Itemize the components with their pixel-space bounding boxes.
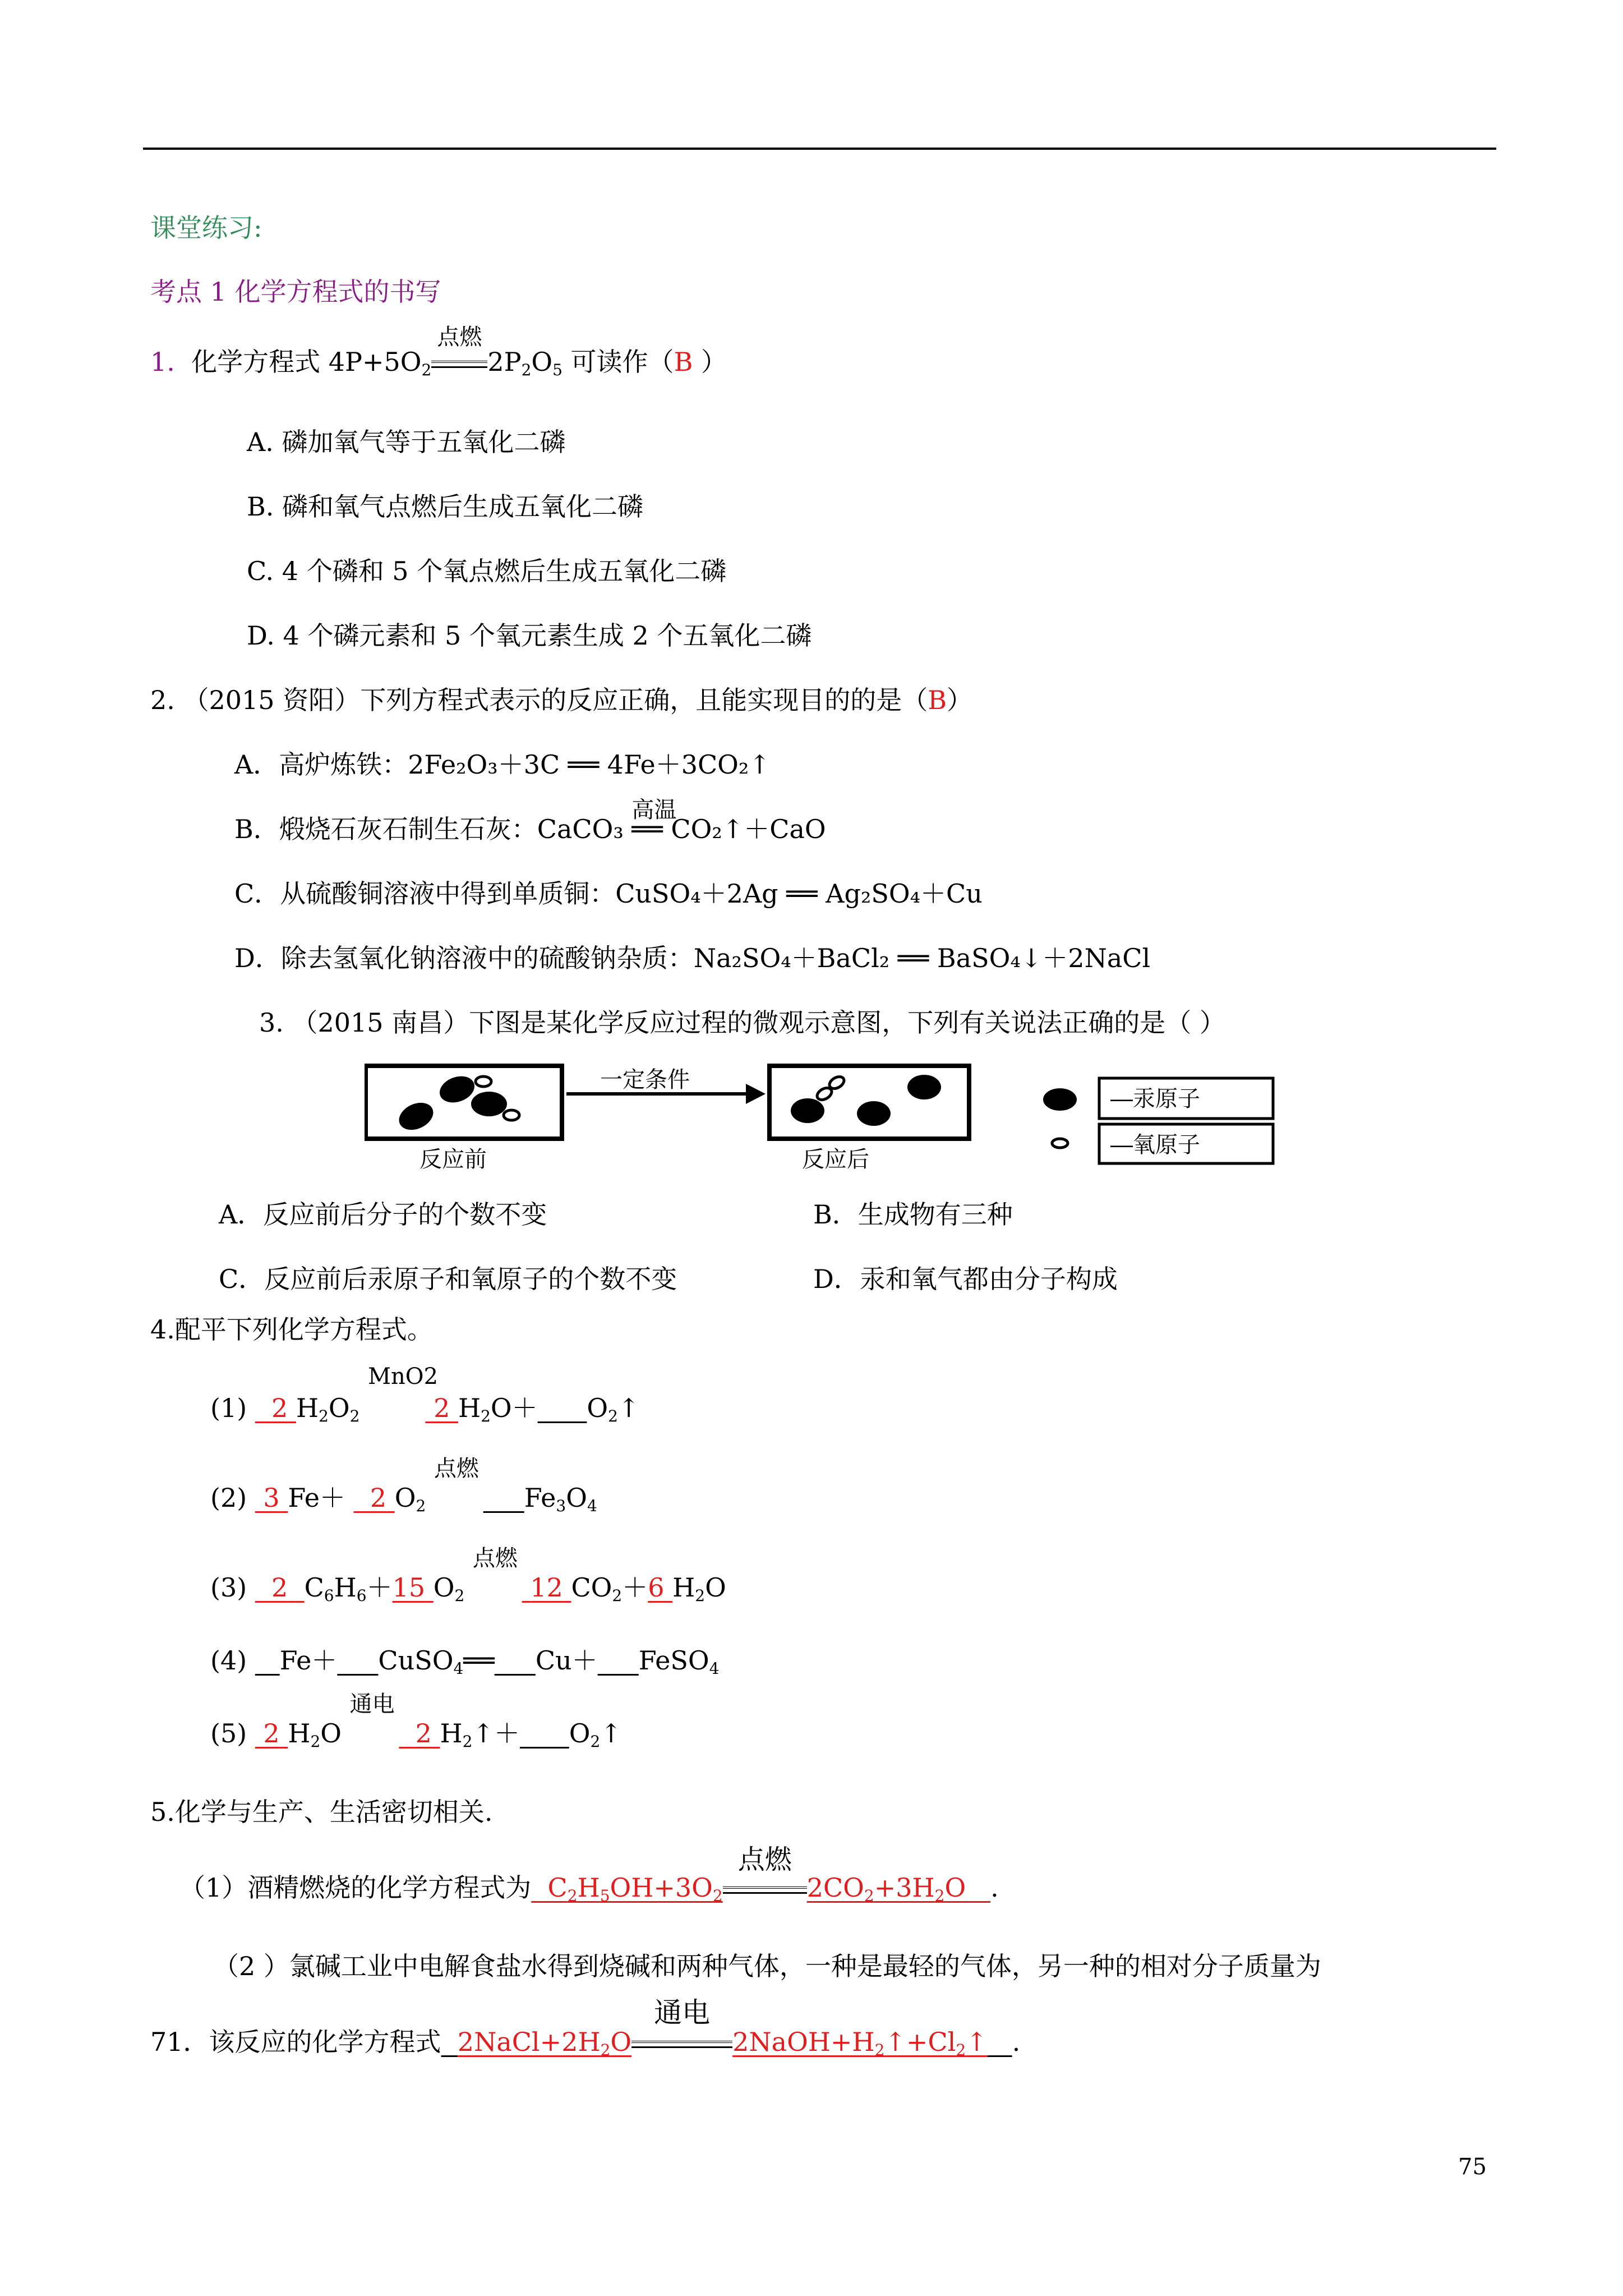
o-legend-symbol: [1052, 1139, 1068, 1148]
q5-part2-line1: （2 ）氯碱工业中电解食盐水得到烧碱和两种气体，一种是最轻的气体，另一种的相对分子质量为: [213, 1951, 1321, 1981]
arrow-label: 一定条件: [600, 1068, 690, 1092]
q4-stem: 4.配平下列化学方程式。: [150, 1314, 433, 1345]
q1-option-c: C. 4 个磷和 5 个氧点燃后生成五氧化二磷: [247, 556, 727, 586]
section-title: 课堂练习:: [150, 213, 262, 243]
q1-option-a: A. 磷加氧气等于五氧化二磷: [247, 427, 566, 457]
q2-stem: 2. （2015 资阳）下列方程式表示的反应正确，且能实现目的的是（B）: [150, 685, 973, 715]
q1-option-b: B. 磷和氧气点燃后生成五氧化二磷: [247, 491, 644, 522]
q4-eq5: (5) 2 $H_2O$ 通电 2 $H_2↑+$ $O_2↑$: [210, 1691, 622, 1751]
after-molecules: [791, 1074, 941, 1126]
q2-option-d: D．除去氢氧化钠溶液中的硫酸钠杂质：Na₂SO₄＋BaCl₂ ══ BaSO₄↓＋2NaCl: [234, 943, 1151, 973]
q4-eq4: (4) Fe＋ CuSO$_4$══ Cu＋ FeSO$_4$: [210, 1645, 720, 1678]
after-label: 反应后: [802, 1147, 869, 1172]
page-number: 75: [1458, 2154, 1487, 2180]
before-label: 反应前: [419, 1147, 487, 1172]
header-rule: [143, 148, 1496, 150]
q1-option-d: D. 4 个磷元素和 5 个氧元素生成 2 个五氧化二磷: [247, 620, 812, 651]
q2-option-a: A．高炉炼铁：2Fe₂O₃＋3C ══ 4Fe＋3CO₂↑: [234, 749, 771, 780]
reaction-diagram: [365, 1055, 1290, 1178]
topic-title: 考点 1 化学方程式的书写: [150, 277, 441, 307]
hg-legend-symbol: [1043, 1088, 1077, 1111]
q4-eq2: (2) 3 Fe＋ 2 $O_2$ 点燃 $Fe_3O_4$: [210, 1456, 597, 1515]
q2-option-b: B．煅烧石灰石制生石灰：CaCO₃ 高温 ══ CO₂↑＋CaO: [234, 797, 826, 844]
q3-stem: 3. （2015 南昌）下图是某化学反应过程的微观示意图，下列有关说法正确的是（ ）: [259, 1007, 1225, 1038]
q3-option-a: A．反应前后分子的个数不变: [219, 1199, 547, 1230]
q3-option-d: D．汞和氧气都由分子构成: [813, 1264, 1118, 1294]
q1-stem: 1. 化学方程式 $4P+5O_2$ 点燃 $2P_2O_5$ 可读作（B ）: [150, 324, 727, 379]
q2-option-c: C．从硫酸铜溶液中得到单质铜：CuSO₄＋2Ag ══ Ag₂SO₄＋Cu: [234, 878, 983, 909]
q5-part2-line2: 71．该反应的化学方程式 $2NaCl+2H_2O$ 通电 $2NaOH+H_2↑+Cl_2↑$ .: [150, 1996, 1021, 2059]
q5-part1: （1）酒精燃烧的化学方程式为 $C_2H_5OH+3O_2$ 点燃 $2CO_2+3H_2O$ .: [179, 1844, 999, 1905]
q3-option-b: B．生成物有三种: [813, 1199, 1013, 1230]
q3-option-c: C．反应前后汞原子和氧原子的个数不变: [219, 1264, 677, 1294]
q4-eq1: (1) 2 $H_2O_2$ MnO2 2 $H_2O+$ $O_2↑$: [210, 1364, 640, 1425]
hg-legend-label: —汞原子: [1110, 1087, 1200, 1111]
o-legend-label: —氧原子: [1110, 1133, 1200, 1157]
before-molecules: [395, 1071, 519, 1135]
q5-stem: 5.化学与生产、生活密切相关.: [150, 1797, 493, 1827]
q4-eq3: (3) 2 $C_6H_6+15$ $O_2$ 点燃 12 $CO_2+6$ $H_2O$: [210, 1545, 726, 1605]
